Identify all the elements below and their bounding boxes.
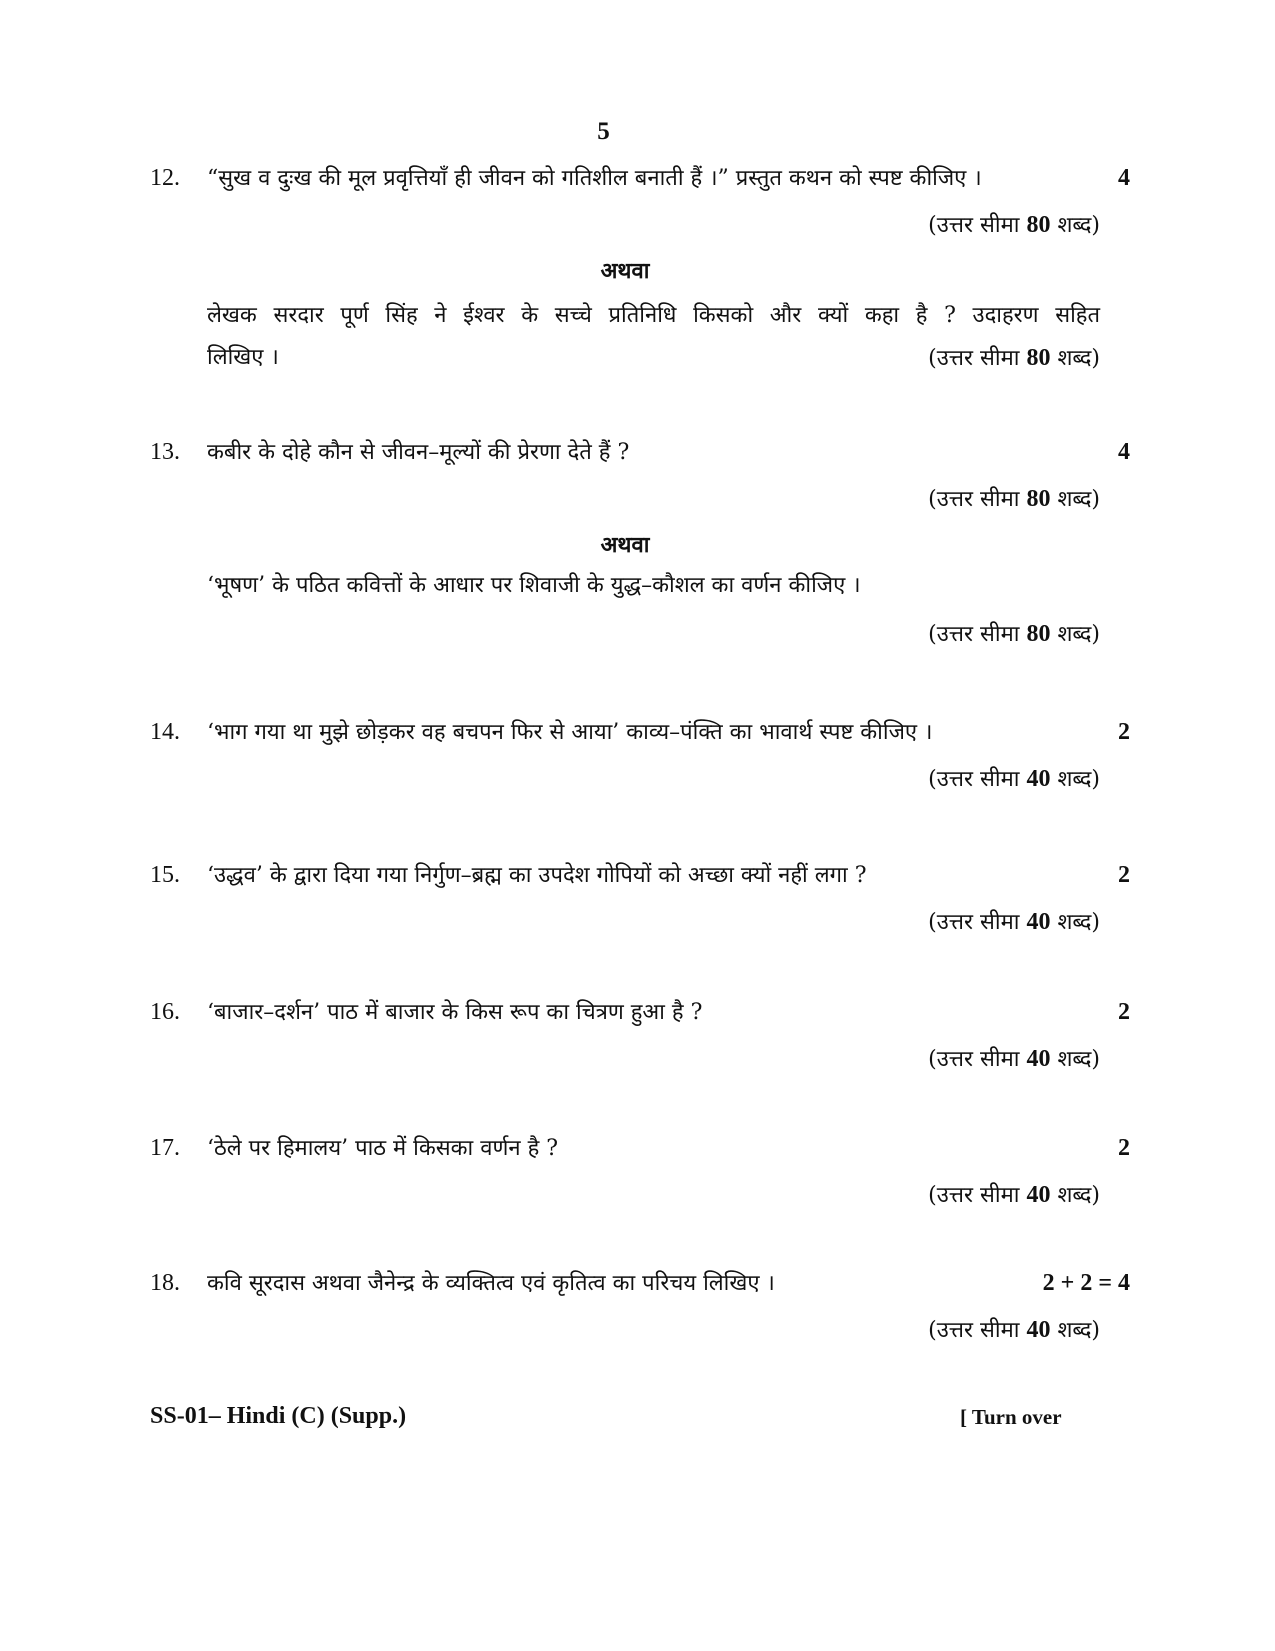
question-12 [150,163,1130,380]
question-16 [150,997,1130,1075]
question-text: ‘उद्धव’ के द्वारा दिया गया निर्गुण–ब्रह्म का उपदेश गोपियों को अच्छा क्यों नहीं लगा ? [207,863,867,888]
question-marks: 2 [1118,999,1130,1025]
question-number: 13. [150,439,180,465]
alternate-question: ‘भूषण’ के पठित कवित्तों के आधार पर शिवाजी के युद्ध–कौशल का वर्णन कीजिए । [207,573,861,598]
question-number: 17. [150,1135,180,1161]
word-limit: (उत्तर सीमा 40 शब्द) [928,1046,1100,1072]
question-18 [150,1268,1130,1346]
question-text: ‘बाजार–दर्शन’ पाठ में बाजार के किस रूप का चित्रण हुआ है ? [207,1000,703,1025]
question-number: 14. [150,719,180,745]
question-text: “सुख व दुःख की मूल प्रवृत्तियाँ ही जीवन को गतिशील बनाती हैं ।” प्रस्तुत कथन को स्पष्ट कीजिए । [207,166,982,191]
question-text: ‘भाग गया था मुझे छोड़कर वह बचपन फिर से आया’ काव्य–पंक्ति का भावार्थ स्पष्ट कीजिए । [207,720,933,745]
question-number: 15. [150,862,180,888]
word-limit: (उत्तर सीमा 40 शब्द) [928,766,1100,792]
word-limit: (उत्तर सीमा 80 शब्द) [928,486,1100,512]
paper-code: SS-01– Hindi (C) (Supp.) [150,1403,407,1429]
question-marks: 2 + 2 = 4 [1042,1270,1130,1296]
question-text: कवि सूरदास अथवा जैनेन्द्र के व्यक्तित्व एवं कृतित्व का परिचय लिखिए । [207,1271,775,1296]
question-number: 16. [150,999,180,1025]
page-number: 5 [597,118,610,145]
word-limit: (उत्तर सीमा 40 शब्द) [928,1317,1100,1343]
question-marks: 2 [1118,719,1130,745]
question-text: कबीर के दोहे कौन से जीवन–मूल्यों की प्रेरणा देते हैं ? [207,440,630,465]
question-number: 18. [150,1270,180,1296]
or-label: अथवा [600,258,650,284]
word-limit: (उत्तर सीमा 80 शब्द) [928,212,1100,238]
question-marks: 4 [1118,165,1130,191]
question-text: ‘ठेले पर हिमालय’ पाठ में किसका वर्णन है ? [207,1136,559,1161]
question-marks: 4 [1118,439,1130,465]
question-13 [150,437,1130,650]
word-limit: (उत्तर सीमा 40 शब्द) [928,1182,1100,1208]
word-limit: (उत्तर सीमा 40 शब्द) [928,909,1100,935]
question-marks: 2 [1118,1135,1130,1161]
turn-over-note: [ Turn over [960,1405,1062,1429]
question-14 [150,717,1130,795]
question-marks: 2 [1118,862,1130,888]
question-number: 12. [150,165,180,191]
word-limit: (उत्तर सीमा 80 शब्द) [928,621,1100,647]
question-15 [150,860,1130,938]
question-17 [150,1133,1130,1211]
alternate-question: लेखक सरदार पूर्ण सिंह ने ईश्वर के सच्चे प्रतिनिधि किसको और क्यों कहा है ? उदाहरण सहित लिखिए । (उत्तर सीमा 80 शब्द) [207,303,1100,371]
or-label: अथवा [600,532,650,558]
